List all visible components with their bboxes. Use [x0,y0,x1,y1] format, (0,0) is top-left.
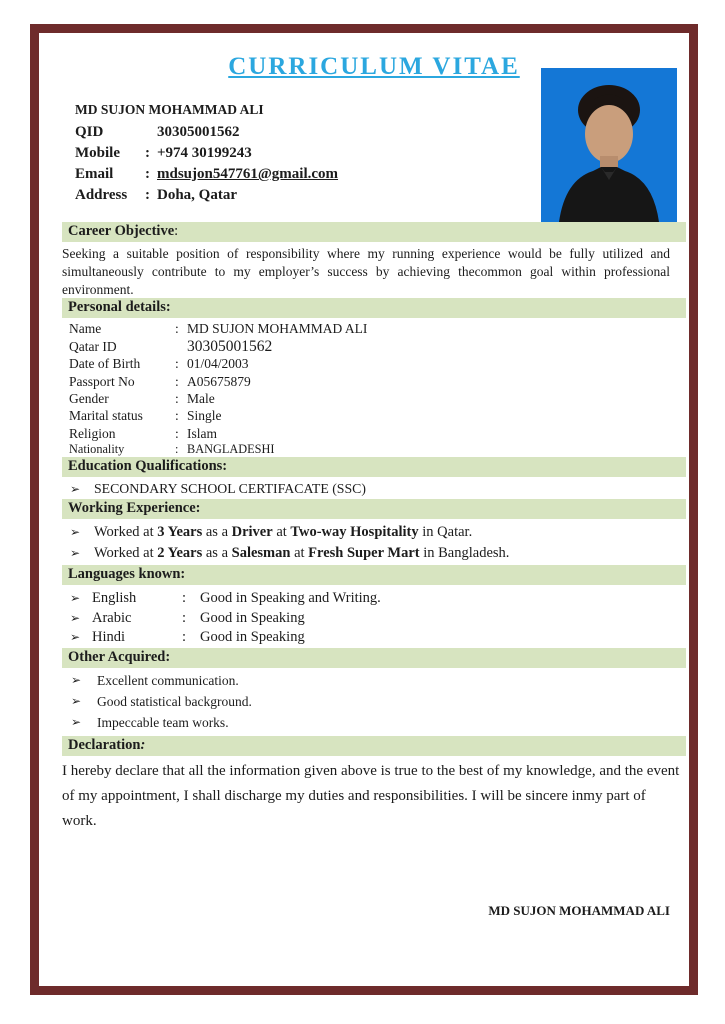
heading-text: Declaration [68,736,141,753]
contact-name: MD SUJON MOHAMMAD ALI [75,102,264,117]
row-separator: : [182,590,187,607]
arrow-bullet-icon: ➢ [70,630,81,645]
row-label: Qatar ID [69,338,117,354]
email-link[interactable]: mdsujon547761@gmail.com [157,166,339,182]
personal-details-table [62,320,686,457]
row-label: Religion [69,425,116,441]
contact-row-qid [75,122,686,143]
contact-value-address: Doha, Qatar [157,187,237,203]
heading-text: Career Objective [68,223,175,239]
contact-row-address [75,185,686,206]
arrow-bullet-icon: ➢ [71,693,82,708]
table-row [62,407,686,424]
section-heading-languages: Languages known: [62,565,686,585]
row-label: Gender [69,391,109,407]
contact-row-mobile [75,143,686,164]
row-separator: : [175,391,179,407]
row-label: Nationality [69,442,125,457]
list-item-skill [62,715,686,730]
section-heading-personal-details: Personal details: [62,298,686,318]
languages-list [62,589,686,648]
language-level: Good in Speaking [200,629,305,646]
experience-list [62,522,686,564]
declaration-text: I hereby declare that all the information given above is true to the best of my knowledge, and the event of my appointment, I shall discharge my duties and responsibilities. I will be sincere inmy part of work. [62,762,680,829]
table-row [62,320,686,337]
language-name: Hindi [92,629,126,646]
contact-value-qid: 30305001562 [157,124,240,140]
contact-separator: : [145,187,150,203]
row-label: Date of Birth [69,356,141,372]
row-separator [175,338,187,355]
list-item-text: SECONDARY SCHOOL CERTIFACATE (SSC) [94,481,366,497]
section-heading-declaration [62,736,686,756]
row-value: A05675879 [187,373,251,389]
arrow-bullet-icon: ➢ [71,714,82,729]
list-item-language [62,589,686,609]
contact-row-email [75,164,686,185]
row-separator: : [175,356,179,372]
row-separator: : [175,321,179,337]
career-objective-text: Seeking a suitable position of responsibility where my running experience would be fully utilized and simultaneously contribute to my employer’s success by achieving thecommon goal within professional environment. [62,246,670,297]
heading-colon: : [140,736,146,753]
row-value: 30305001562 [187,337,273,355]
language-name: Arabic [92,609,132,626]
other-skills-list [62,673,686,730]
contact-label: Mobile [75,145,120,161]
row-label: Marital status [69,408,143,424]
row-value: 01/04/2003 [187,356,249,372]
row-separator: : [182,629,187,646]
language-name: English [92,590,137,607]
arrow-bullet-icon: ➢ [70,525,81,540]
list-item-text: Good statistical background. [97,693,252,709]
arrow-bullet-icon: ➢ [70,591,81,606]
row-label: Name [69,321,102,337]
arrow-bullet-icon: ➢ [71,672,82,687]
contact-label: Address [75,187,128,203]
list-item-text: Worked at 2 Years as a Salesman at Fresh Super Mart in Bangladesh. [94,545,510,562]
table-row [62,390,686,407]
list-item-experience [62,522,686,543]
contact-block [62,102,686,206]
signature-name: MD SUJON MOHAMMAD ALI [488,903,670,918]
arrow-bullet-icon: ➢ [70,482,81,497]
heading-colon: : [174,223,179,239]
row-value: BANGLADESHI [187,442,275,457]
arrow-bullet-icon: ➢ [70,610,81,625]
row-value: Islam [187,425,217,441]
list-item-text: Worked at 3 Years as a Driver at Two-way Hospitality in Qatar. [94,524,473,541]
list-item-education [62,480,686,498]
contact-separator: : [145,145,150,161]
contact-separator [145,122,157,143]
row-value: Male [187,391,215,407]
contact-value-mobile: +974 30199243 [157,145,252,161]
list-item-text: Excellent communication. [97,672,239,688]
row-separator: : [175,425,179,441]
contact-label: Email [75,166,114,182]
table-row [62,355,686,372]
table-row [62,373,686,390]
page-content [62,44,686,834]
section-heading-working-experience: Working Experience: [62,499,686,519]
section-heading-career-objective [62,222,686,242]
list-item-language [62,609,686,629]
row-value: Single [187,408,222,424]
row-separator: : [175,408,179,424]
list-item-experience [62,543,686,564]
list-item-language [62,628,686,648]
section-heading-other-acquired: Other Acquired: [62,648,686,668]
list-item-skill [62,694,686,709]
table-row [62,338,686,355]
row-value: MD SUJON MOHAMMAD ALI [187,321,368,337]
page-title: CURRICULUM VITAE [228,53,520,80]
language-level: Good in Speaking [200,609,305,626]
row-separator: : [182,609,187,626]
list-item-text: Impeccable team works. [97,714,229,730]
row-label: Passport No [69,373,135,389]
language-level: Good in Speaking and Writing. [200,590,381,607]
table-row [62,442,686,457]
section-heading-education: Education Qualifications: [62,457,686,477]
table-row [62,425,686,442]
arrow-bullet-icon: ➢ [70,546,81,561]
row-separator: : [175,442,179,457]
row-separator: : [175,373,179,389]
contact-label: QID [75,124,104,140]
list-item-skill [62,673,686,688]
contact-separator: : [145,166,150,182]
